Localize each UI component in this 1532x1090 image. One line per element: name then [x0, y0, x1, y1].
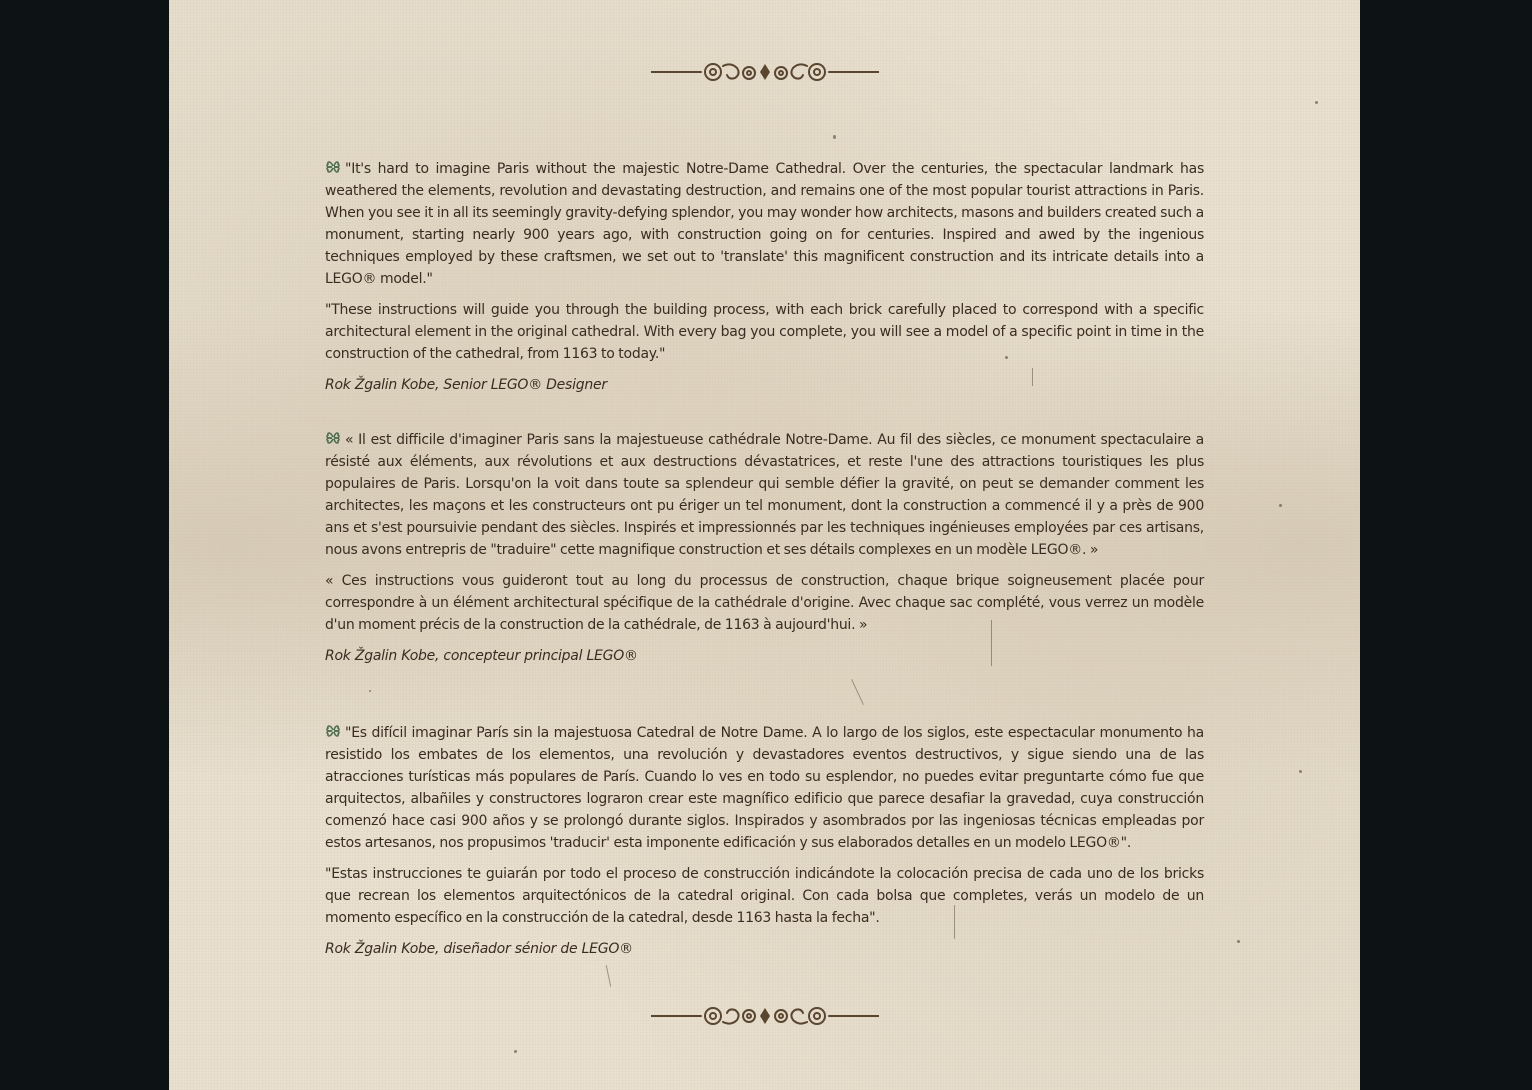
paper-speck: [833, 135, 836, 139]
scroll-ornament-icon: [651, 60, 879, 84]
spanish-section: [325, 722, 1204, 960]
paper-speck: [1299, 770, 1302, 773]
french-signature: Rok Žgalin Kobe, concepteur principal LEGO®: [325, 648, 638, 664]
spanish-paragraph-1: [325, 722, 1204, 854]
clover-icon: [325, 159, 341, 175]
french-paragraph-1-text: « Il est difficile d'imaginer Paris sans la majestueuse cathédrale Notre-Dame. Au fil des siècles, ce monument spectaculaire a résisté aux éléments, aux révolutions et aux destructions dévastatrices, et reste l'une des attractions touristiques les plus populaires de Paris. Lorsqu'on la voit dans toute sa splendeur qui semble défier la gravité, on peut se demander comment les architectes, les maçons et les constructeurs ont pu ériger un tel monument, dont la construction a commencé il y a près de 900 ans et s'est poursuivie pendant des siècles. Inspirés et impressionnés par les techniques ingénieuses employées par ces artisans, nous avons entrepris de "traduire" cette magnifique construction et ses détails complexes en un modèle LEGO®. »: [325, 432, 1204, 558]
paper-speck: [1279, 504, 1282, 507]
paper-speck: [1315, 101, 1318, 104]
paper-speck: [369, 690, 371, 692]
document-page: [169, 0, 1360, 1090]
paper-speck: [1237, 940, 1240, 943]
english-signature: Rok Žgalin Kobe, Senior LEGO® Designer: [325, 377, 607, 393]
spanish-signature: Rok Žgalin Kobe, diseñador sénior de LEGO®: [325, 941, 633, 957]
paper-speck: [514, 1050, 517, 1053]
english-section: [325, 158, 1204, 396]
spanish-paragraph-2: "Estas instrucciones te guiarán por todo el proceso de construcción indicándote la colocación precisa de cada uno de los bricks que recrean los elementos arquitectónicos de la catedral original. Con cada bolsa que completes, verás un modelo de un momento específico en la construcción de la catedral, desde 1163 hasta la fecha".: [325, 866, 1204, 926]
clover-icon: [325, 430, 341, 446]
french-paragraph-2: « Ces instructions vous guideront tout au long du processus de construction, chaque brique soigneusement placée pour correspondre à un élément architectural spécifique de la cathédrale d'origine. Avec chaque sac complété, vous verrez un modèle d'un moment précis de la construction de la cathédrale, de 1163 à aujourd'hui. »: [325, 573, 1204, 633]
paper-scratch: [851, 679, 864, 705]
english-paragraph-1: [325, 158, 1204, 290]
spanish-paragraph-1-text: "Es difícil imaginar París sin la majestuosa Catedral de Notre Dame. A lo largo de los siglos, este espectacular monumento ha resistido los embates de los elementos, una revolución y devastadores eventos destructivos, y sigue siendo una de las atracciones turísticas más populares de París. Cuando lo ves en todo su esplendor, no puedes evitar preguntarte cómo fue que arquitectos, albañiles y constructores lograron crear este magnífico edificio que parece desafiar la gravedad, cuya construcción comenzó hace casi 900 años y se prolongó durante siglos. Inspirados y asombrados por las ingeniosas técnicas empleadas por estos artesanos, nos propusimos 'traducir' esta imponente edificación y sus elaborados detalles en un modelo LEGO®".: [325, 725, 1204, 851]
french-paragraph-1: [325, 429, 1204, 561]
english-paragraph-1-text: "It's hard to imagine Paris without the majestic Notre-Dame Cathedral. Over the centuries, the spectacular landmark has weathered the elements, revolution and devastating destruction, and remains one of the most popular tourist attractions in Paris. When you see it in all its seemingly gravity-defying splendor, you may wonder how architects, masons and builders created such a monument, starting nearly 900 years ago, with construction going on for centuries. Inspired and awed by the ingenious techniques employed by these craftsmen, we set out to 'translate' this magnificent construction and its intricate details into a LEGO® model.": [325, 161, 1204, 287]
scroll-ornament-icon: [651, 1004, 879, 1028]
paper-scratch: [606, 965, 612, 987]
english-paragraph-2: "These instructions will guide you through the building process, with each brick carefully placed to correspond with a specific architectural element in the original cathedral. With every bag you complete, you will see a model of a specific point in time in the construction of the cathedral, from 1163 to today.": [325, 302, 1204, 362]
clover-icon: [325, 723, 341, 739]
french-section: [325, 429, 1204, 667]
